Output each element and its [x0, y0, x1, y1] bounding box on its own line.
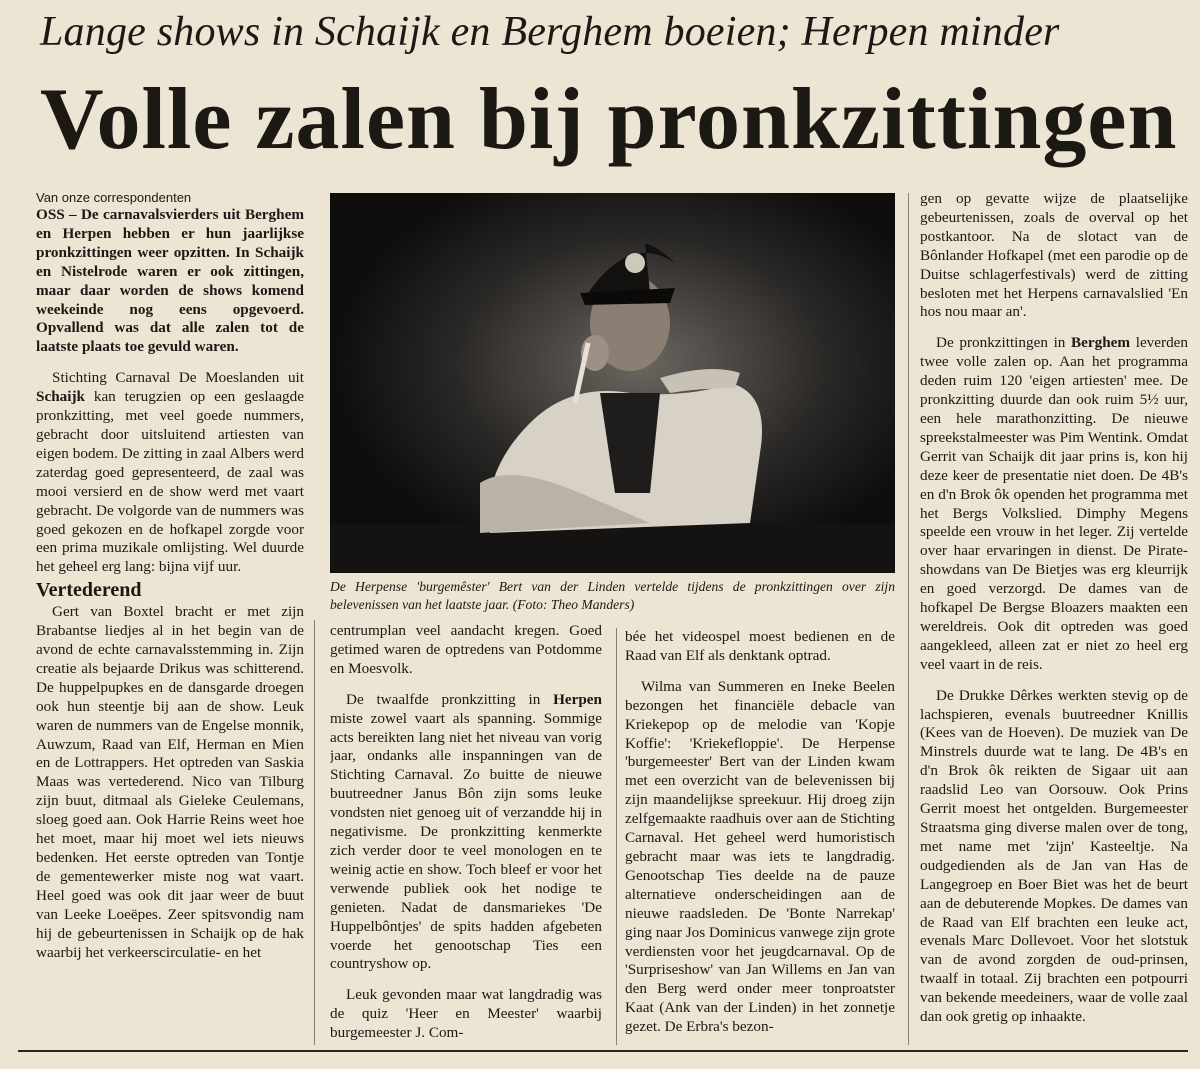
column-3	[625, 628, 895, 1046]
kicker: Lange shows in Schaijk en Berghem boeien; Herpen minder	[40, 9, 1060, 55]
lead-paragraph: OSS – De carnavalsvierders uit Berghem en Herpen hebben er hun jaarlijkse pronkzittingen weer opzitten. In Schaijk en Nistelrode waren er ook zittingen, maar daar worden de shows komend weekeinde nog eens opgevoerd. Opvallend was dat alle zalen tot de laatste plaats toe gevuld waren.	[36, 206, 304, 356]
paragraph-berghem: De pronkzittingen in Berghem leverden twee volle zalen op. Aan het programma deden ruim 120 'eigen artiesten' mee. De pronkzitting duurde dan ook ruim 5½ uur, een hele marathonzitting. De nieuwe spreekstalmeester was Pim Wentink. Omdat Gerrit van Schaijk dit jaar prins is, kon hij deze keer de presentatie niet doen. De 4B's en d'n Brok ôk openden het programma met het Bergs Volkslied. Dimphy Megens speelde een vrouw in het leger. Zij vertelde over haar ervaringen in dienst. De Pirate-showdans van De Bietjes was erg kleurrijk en goed verzorgd. De dames van de hofkapel De Bergse Bloazers maakten een wereldreis. Ook dit optreden was goed aangekleed, alleen zat er niet zo heel erg veel vaart in de reis.	[920, 334, 1188, 673]
bottom-rule	[18, 1050, 1188, 1052]
performer-photo-icon	[330, 193, 895, 573]
column-1	[36, 190, 304, 1045]
paragraph: De Drukke Dêrkes werkten stevig op de lachspieren, evenals buutreedner Knillis (Kees van de Hoeven). De muziek van De Minstrels duurde wat te lang. De 4B's en d'n Brok ôk reikten de Sigaar uit aan raadslid Leo van Oorsouw. Ook Prins Gerrit moest het ontgelden. Burgemeester Straatsma ging diverse malen over de tong, met name met 'zijn' Kasteeltje. Na oudgedienden als de Jan van Has de Langegroep en Boer Biet was het de beurt aan de debuterende Mopkes. De dames van de Raad van Elf brachten een leuke act, evenals Marc Dollevoet. Voor het slotstuk van de avond zorgden de oud-prinsen, twaalf in totaal. Zij brachten een potpourri van bekende meedeiners, waar de volle zaal dan ook gretig op inhaakte.	[920, 686, 1188, 1026]
paragraph: Leuk gevonden maar wat langdradig was de quiz 'Heer en Meester' waarbij burgemeester J. Com-	[330, 986, 602, 1042]
paragraph-vertederend: Gert van Boxtel bracht er met zijn Brabantse liedjes al in het begin van de avond de echte carnavalsstemming in. Zijn creatie als bejaarde Drikus was schitterend. De huppelpupkes en de dansgarde droegen ook hun steentje bij aan de show. Leuk waren de nummers van de Engelse monnik, Auwzum, Raad van Elf, Herman en Mien en de Lottrappers. Het optreden van Saskia Maas was vertederend. Nico van Tilburg zijn buut, ditmaal als Gieleke Ceulemans, sloeg goed aan. Ook Harrie Reins weet hoe het moet, maar hij moet wel iets nieuws bedenken. Het eerste optreden van Tontje de gementewerker miste nog wat vaart. Heel goed was ook dit jaar weer de buut van Leeke Loeëpes. Zeer spitsvondig nam hij de gebeurtenissen in Schaijk op de hak waarbij het verkeerscirculatie- en het	[36, 603, 304, 961]
headline: Volle zalen bij pronkzittingen	[40, 71, 1178, 168]
column-rule	[616, 628, 617, 1045]
photo	[330, 193, 895, 573]
column-rule	[908, 193, 909, 1045]
paragraph: centrumplan veel aandacht kregen. Goed getimed waren de optredens van Potdomme en Moesvolk.	[330, 622, 602, 677]
paragraph-herpen: De twaalfde pronkzitting in Herpen miste zowel vaart als spanning. Sommige acts bereikten lang niet het niveau van vorig jaar, ondanks alle inspanningen van de Stichting Carnaval. Zo buitte de nieuwe buutreedner Janus Bôn zijn soms leuke vondsten niet genoeg uit of verzandde hij in negativisme. De pronkzitting kenmerkte zich verder door te veel monologen en te weinig actie en show. Toch bleef er voor het verwende publiek ook het nodige te genieten. Nadat de dansmariekes 'De Huppelbôntjes' de spits hadden afgebeten voerde het genootschap Ties een countryshow op.	[330, 690, 602, 973]
paragraph: Wilma van Summeren en Ineke Beelen bezongen het financiële debacle van Kriekepop op de melodie van 'Kopje Koffie': 'Kriekefloppie'. De Herpense 'burgemeester' Bert van der Linden kwam met een overzicht van de belevenissen bij zijn maandelijkse spreekuur. Hij droeg zijn zelfgemaakte raadhuis over aan de Stichting Carnaval. Het geheel werd humoristisch gebracht maar was iets te langdradig. Genootschap Ties deelde na de pauze alternatieve onderscheidingen aan de nieuwe raadsleden. De 'Bonte Narrekap' ging naar Jos Dominicus vanwege zijn grote verdiensten voor het jeugdcarnaval. Op de 'Surpriseshow' van Jan Willems en Jan van den Berg werd onder meer tonproatster Kaat (Ank van der Linden) in het zonnetje gezet. De Erbra's bezon-	[625, 677, 895, 1036]
byline: Van onze correspondenten	[36, 190, 192, 205]
column-4	[920, 190, 1188, 1046]
paragraph: bée het videospel moest bedienen en de Raad van Elf als denktank optrad.	[625, 628, 895, 664]
column-rule	[314, 620, 315, 1045]
subhead: Vertederend	[36, 579, 142, 602]
column-2	[330, 622, 602, 1046]
paragraph-schaijk: Stichting Carnaval De Moeslanden uit Schaijk kan terugzien op een geslaagde pronkzitting, met veel goede nummers, gebracht door uitsluitend artiesten van eigen bodem. De zitting in zaal Albers werd zaterdag goed gepresenteerd, de zaal was mooi versierd en de show werd met vaart gebracht. De volgorde van de nummers was goed gekozen en de hofkapel zorgde voor een prima muzikale omlijsting. Wel duurde het geheel erg lang: bijna vijf uur.	[36, 369, 304, 576]
paragraph: gen op gevatte wijze de plaatselijke gebeurtenissen, zoals de overval op het postkantoor. Na de slotact van de Bônlander Hofkapel (met een parodie op de Duitse schlagerfestivals) werd de zitting besloten met het Herpens carnavalslied 'En hos nou maar an'.	[920, 190, 1188, 321]
photo-caption: De Herpense 'burgemêster' Bert van der Linden vertelde tijdens de pronkzittingen over zijn belevenissen van het laatste jaar. (Foto: Theo Manders)	[330, 579, 895, 612]
